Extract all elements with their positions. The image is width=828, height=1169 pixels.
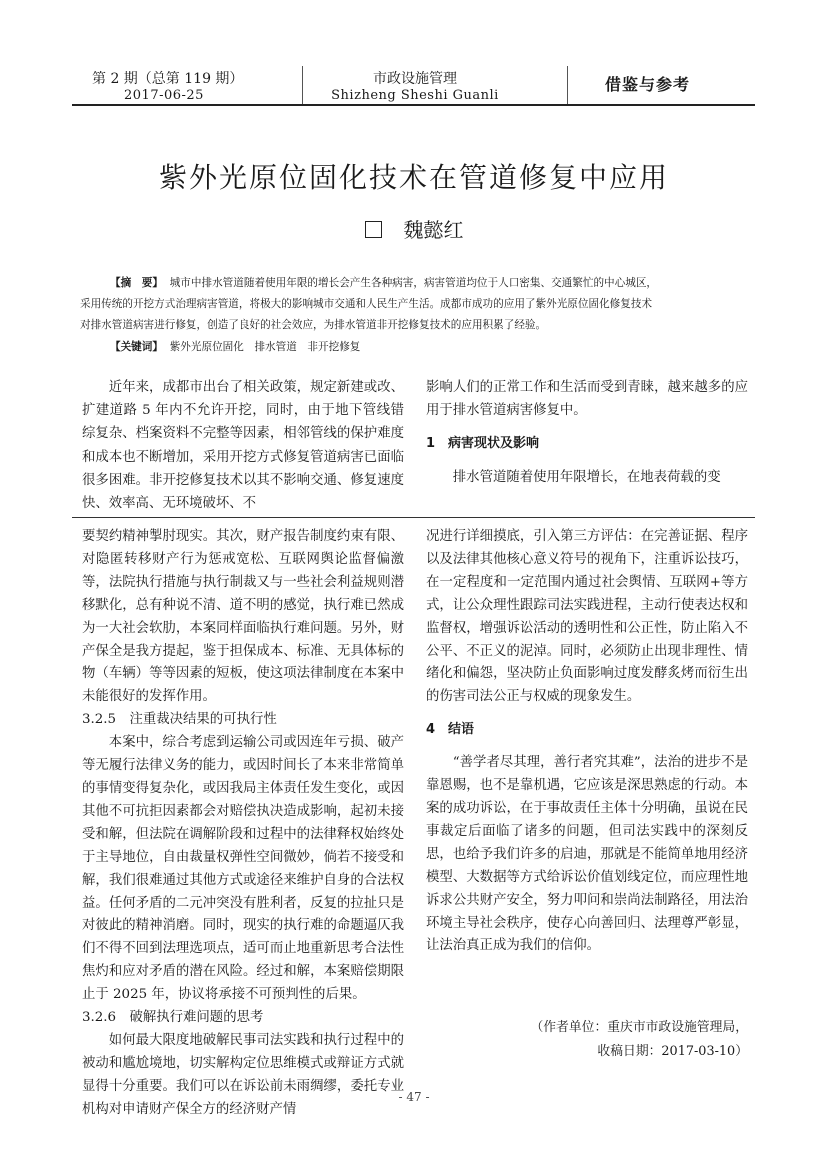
bottom-left-column: [82, 526, 404, 1122]
section-rule: [72, 517, 755, 518]
header-divider: [302, 66, 303, 106]
paragraph: “善学者尽其理，善行者究其难”，法治的进步不是靠恩赐，也不是靠机遇，它应该是深思熟虑的行动。本案的成功诉讼，在于事故责任主体十分明确，虽说在民事裁定后面临了诸多的问题，但司法实践中的深刻反思，也给予我们许多的启迪，那就是不能简单地用经济模型、大数据等方式给诉讼价值划线定位，而应理性地诉求公共财产安全，努力叩问和崇尚法制路径，用法治环境主导社会秩序，使存心向善回归、法理尊严彰显，让法治真正成为我们的信仰。: [426, 755, 748, 954]
top-left-column: [82, 376, 404, 515]
author-affiliation: （作者单位：重庆市市政设施管理局，: [530, 1020, 748, 1035]
paragraph: 要契约精神掣肘现实。其次，财产报告制度约束有限、对隐匿转移财产行为惩戒宽松、互联网舆论监督偏激等，法院执行措施与执行制裁又与一些社会利益规则潜移默化，总有种说不清、道不明的感觉，执行难已然成为一大社会软肋，本案同样面临执行难问题。另外，财产保全是我方提起，鉴于担保成本、标准、无具体标的物（车辆）等等因素的短板，使这项法律制度在本案中未能很好的发挥作用。: [82, 529, 404, 705]
section-heading: 4 结语: [426, 722, 475, 738]
section-heading: 1 病害现状及影响: [426, 436, 540, 452]
issue-date: 2017-06-25: [124, 88, 204, 103]
author-note: [426, 1016, 748, 1064]
journal-name: 市政设施管理: [373, 71, 457, 87]
paragraph: 如何最大限度地破解民事司法实践和执行过程中的被动和尴尬境地，切实解构定位思维模式或辩证方式就显得十分重要。我们可以在诉讼前未雨绸缪，委托专业机构对申请财产保全方的经济财产情: [82, 1032, 404, 1117]
author-name: 魏懿红: [403, 218, 464, 242]
top-right-column: [426, 376, 748, 489]
keywords-label: 【关键词】: [110, 341, 163, 353]
issue-number: 第 2 期（总第 119 期）: [92, 71, 244, 87]
keywords-text: 紫外光原位固化 排水管道 非开挖修复: [169, 341, 361, 353]
bottom-right-column: [426, 526, 748, 958]
abstract-line: 采用传统的开挖方式治理病害管道，将极大的影响城市交通和人民生产生活。成都市成功的应用了紫外光原位固化修复技术: [80, 298, 653, 310]
column-name: 借鉴与参考: [604, 75, 690, 94]
subsection-heading: 3.2.6 破解执行难问题的思考: [82, 1010, 264, 1026]
page-number: - 47 -: [398, 1090, 430, 1104]
paragraph: 近年来，成都市出台了相关政策，规定新建或改、扩建道路 5 年内不允许开挖，同时，由于地下管线错综复杂、档案资料不完整等因素，相邻管线的保护难度和成本也不断增加，采用开挖方式修复管道病害已面临很多困难。非开挖修复技术以其不影响交通、修复速度快、效率高、无环境破坏、不: [82, 380, 404, 512]
header-rule: [72, 104, 755, 106]
keywords-line: [110, 340, 360, 354]
article-title: 紫外光原位固化技术在管道修复中应用: [158, 161, 669, 194]
paragraph: 况进行详细摸底，引入第三方评估：在完善证据、程序以及法律其他核心意义符号的视角下，注重诉讼技巧，在一定程度和一定范围内通过社会舆情、互联网+等方式，让公众理性跟踪司法实践进程，主动行使表达权和监督权，增强诉讼活动的透明性和公正性，防止陷入不公平、不正义的泥淖。同时，必须防止出现非理性、情绪化和偏怨，坚决防止负面影响过度发酵炙烤而衍生出的伤害司法公正与权威的现象发生。: [426, 529, 748, 705]
subsection-heading: 3.2.5 注重裁决结果的可执行性: [82, 712, 277, 728]
received-date: 收稿日期：2017-03-10）: [597, 1044, 748, 1059]
author-box-icon: [365, 221, 382, 238]
paragraph: 本案中，综合考虑到运输公司或因连年亏损、破产等无履行法律义务的能力，或因时间长了本来非常简单的事情变得复杂化，或因我局主体责任发生变化，或因其他不可抗拒因素都会对赔偿执决造成影响，起初未接受和解，但法院在调解阶段和过程中的法律释权始终处于主导地位，自由裁量权弹性空间微妙，倘若不接受和解，我们很难通过其他方式或途径来维护自身的合法权益。任何矛盾的二元冲突没有胜利者，反复的拉扯只是对彼此的精神消磨。同时，现实的执行难的命题逼仄我们不得不回到法理选项点，适可而止地重新思考合法性焦灼和应对矛盾的潜在风险。经过和解，本案赔偿期限止于 2025 年，协议将承接不可预判性的后果。: [82, 735, 404, 1003]
abstract-text: 城市中排水管道随着使用年限的增长会产生各种病害，病害管道均位于人口密集、交通繁忙的中心城区，: [169, 277, 658, 289]
paragraph: 排水管道随着使用年限增长，在地表荷载的变: [452, 469, 721, 485]
author-line: [0, 214, 828, 243]
abstract-label: 【摘 要】: [110, 277, 163, 289]
abstract-line: 对排水管道病害进行修复，创造了良好的社会效应，为排水管道非开挖修复技术的应用积累了经验。: [80, 319, 547, 331]
header-divider: [567, 66, 568, 106]
abstract-line: [110, 276, 657, 290]
paragraph: 影响人们的正常工作和生活而受到青睐，越来越多的应用于排水管道病害修复中。: [426, 380, 748, 419]
journal-pinyin: Shizheng Sheshi Guanli: [331, 88, 499, 103]
